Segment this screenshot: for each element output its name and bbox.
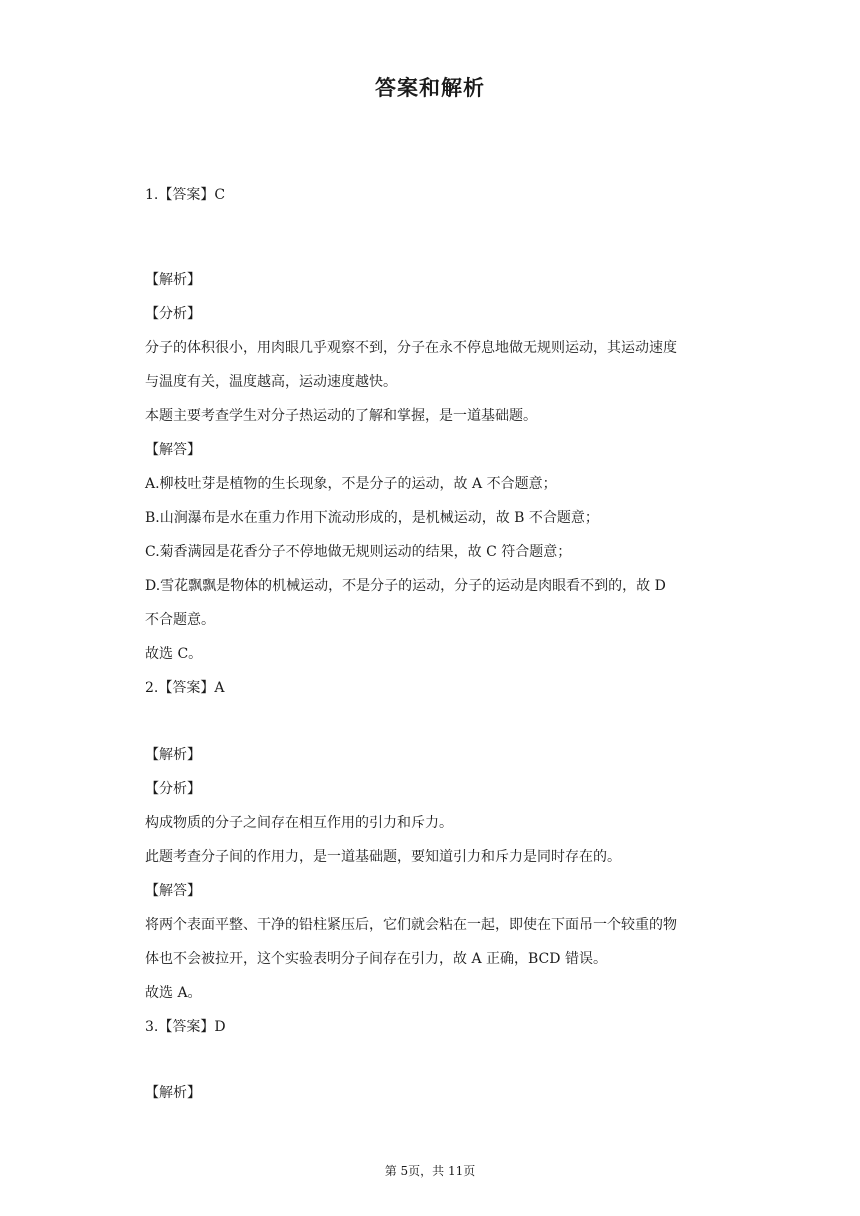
paragraph-line: 构成物质的分子之间存在相互作用的引力和斥力。 bbox=[145, 815, 453, 831]
paragraph-line: 分子的体积很小，用肉眼几乎观察不到，分子在永不停息地做无规则运动，其运动速度 bbox=[145, 340, 677, 356]
page-title: 答案和解析 bbox=[375, 76, 485, 100]
option-d-line: D.雪花飘飘是物体的机械运动，不是分子的运动，分子的运动是肉眼看不到的，故 D bbox=[145, 578, 666, 594]
answer-2-heading: 2.【答案】A bbox=[145, 680, 225, 696]
conclusion-line: 故选 A。 bbox=[145, 985, 202, 1001]
paragraph-line: 与温度有关，温度越高，运动速度越快。 bbox=[145, 374, 397, 390]
analysis-label: 【解析】 bbox=[145, 272, 201, 288]
paragraph-line: 将两个表面平整、干净的铅柱紧压后，它们就会粘在一起，即使在下面吊一个较重的物 bbox=[145, 917, 677, 933]
jieda-label: 【解答】 bbox=[145, 883, 201, 899]
answer-1-heading: 1.【答案】C bbox=[145, 187, 226, 203]
paragraph-line: 此题考查分子间的作用力，是一道基础题，要知道引力和斥力是同时存在的。 bbox=[145, 849, 621, 865]
paragraph-line: 本题主要考查学生对分子热运动的了解和掌握，是一道基础题。 bbox=[145, 408, 537, 424]
conclusion-line: 故选 C。 bbox=[145, 646, 203, 662]
option-a-line: A.柳枝吐芽是植物的生长现象，不是分子的运动，故 A 不合题意； bbox=[145, 476, 557, 492]
analysis-label: 【解析】 bbox=[145, 747, 201, 763]
option-b-line: B.山涧瀑布是水在重力作用下流动形成的，是机械运动，故 B 不合题意； bbox=[145, 510, 599, 526]
jieda-label: 【解答】 bbox=[145, 442, 201, 458]
fenxi-label: 【分析】 bbox=[145, 306, 201, 322]
page-footer: 第 5页，共 11页 bbox=[384, 1164, 476, 1178]
fenxi-label: 【分析】 bbox=[145, 781, 201, 797]
analysis-label: 【解析】 bbox=[145, 1085, 201, 1101]
option-c-line: C.菊香满园是花香分子不停地做无规则运动的结果，故 C 符合题意； bbox=[145, 544, 572, 560]
paragraph-line: 不合题意。 bbox=[145, 612, 215, 628]
paragraph-line: 体也不会被拉开，这个实验表明分子间存在引力，故 A 正确，BCD 错误。 bbox=[145, 951, 607, 967]
answer-3-heading: 3.【答案】D bbox=[145, 1019, 226, 1035]
